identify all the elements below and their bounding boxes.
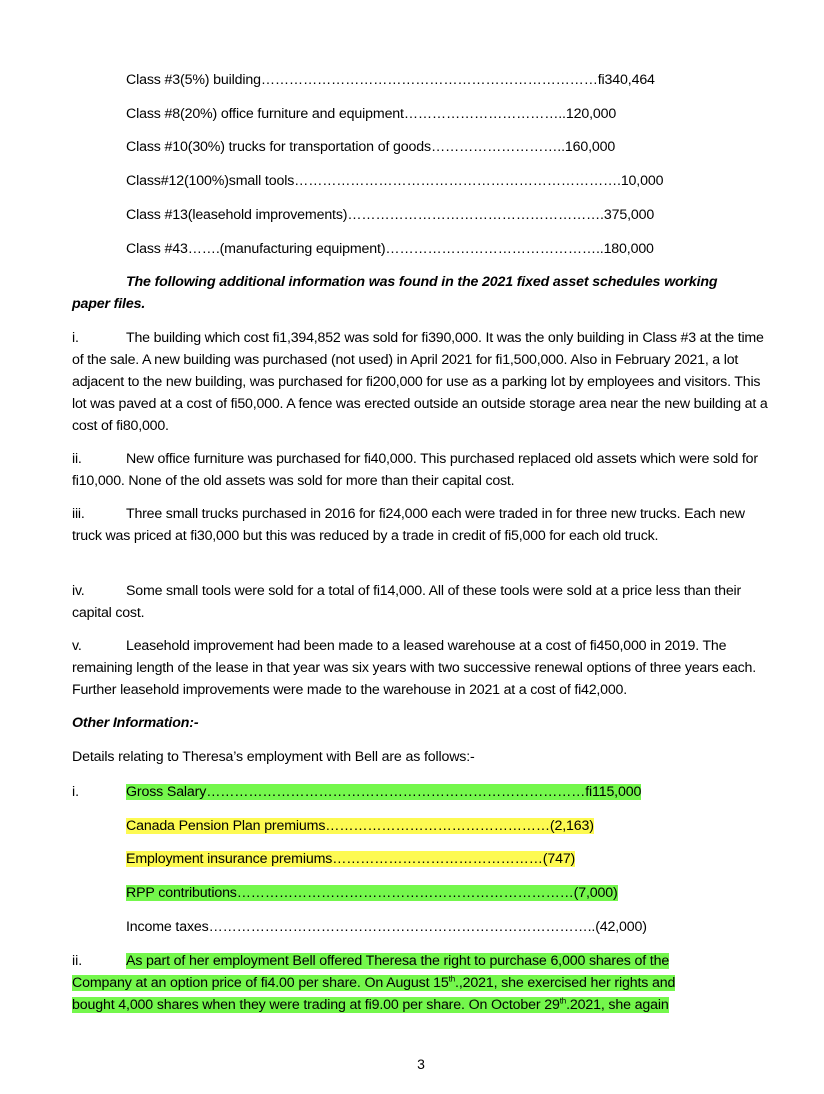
section-heading-line1: The following additional information was found in the 2021 fixed asset schedules working (126, 274, 718, 290)
leader-dots: …………………………….. (403, 106, 566, 122)
row-label: Employment insurance premiums (126, 851, 333, 867)
employment-row (126, 782, 641, 802)
asset-class-row (126, 104, 616, 124)
stock-option-line (126, 951, 669, 971)
row-value: (42,000) (595, 919, 647, 935)
list-item (72, 580, 774, 624)
asset-class-value: 10,000 (620, 173, 664, 189)
leader-dots: ……………………………………………………………… (236, 885, 574, 901)
asset-class-value: fi340,464 (597, 72, 655, 88)
text-part: .2021, she again (566, 997, 669, 1013)
text-part: bought 4,000 shares when they were trading at fi9.00 per share. On October 29 (72, 997, 560, 1013)
item-text: Leasehold improvement had been made to a leased warehouse at a cost of fi450,000 in 2019. The remaining length of the lease in that year was six years with two successive renewal options of three years each. Further leasehold improvements were made to the warehouse in 2021 at a cost of fi42,000. (72, 638, 756, 698)
asset-class-row (126, 239, 654, 259)
leader-dots: ………………………………………… (325, 818, 550, 834)
stock-option-line (72, 973, 675, 993)
section-heading-line2: paper files. (72, 296, 146, 312)
asset-class-value: 180,000 (603, 241, 654, 257)
leader-dots: ……………………………………………………………………….. (208, 919, 596, 935)
row-value: (7,000) (573, 885, 618, 901)
asset-class-label: Class #43…….(manufacturing equipment) (126, 241, 386, 257)
item-number: i. (72, 784, 80, 800)
highlighted-text (126, 885, 618, 901)
item-number: iii. (72, 506, 85, 522)
item-text: Some small tools were sold for a total of fi14,000. All of these tools were sold at a price less than their capital cost. (72, 583, 742, 621)
list-item (72, 448, 774, 492)
highlighted-text (72, 975, 675, 991)
text-part: .,2021, she exercised her rights and (455, 975, 676, 991)
item-number: iv. (72, 583, 85, 599)
superscript: th (448, 974, 456, 984)
row-value: (2,163) (549, 818, 594, 834)
stock-option-line (72, 995, 669, 1015)
asset-class-label: Class #13(leasehold improvements) (126, 207, 348, 223)
text-part: Company at an option price of fi4.00 per share. On August 15 (72, 975, 449, 991)
asset-class-label: Class #3(5%) building (126, 72, 261, 88)
asset-class-label: Class #8(20%) office furniture and equipment (126, 106, 404, 122)
row-label: Income taxes (126, 919, 209, 935)
item-text: New office furniture was purchased for fi40,000. This purchased replaced old assets which were sold for fi10,000. None of the old assets was sold for more than their capital cost. (72, 451, 758, 489)
highlighted-text (126, 851, 575, 867)
asset-class-label: Class#12(100%)small tools (126, 173, 295, 189)
leader-dots: ……………………………………….. (385, 241, 604, 257)
item-number: i. (72, 330, 79, 346)
employment-row (126, 883, 618, 903)
item-number: ii. (72, 953, 83, 969)
highlighted-text: As part of her employment Bell offered Theresa the right to purchase 6,000 shares of the (126, 953, 670, 969)
leader-dots: ……………………………………………………………… (260, 72, 598, 88)
asset-class-row (126, 205, 654, 225)
list-item (72, 503, 774, 547)
row-label: Gross Salary (126, 784, 207, 800)
row-label: RPP contributions (126, 885, 237, 901)
employment-row (126, 917, 647, 937)
highlighted-text (126, 818, 594, 834)
item-text: The building which cost fi1,394,852 was sold for fi390,000. It was the only building in Class #3 at the time of the sale. A new building was purchased (not used) in April 2021 for fi1,500,000. Also in February 2021, a lot adjacent to the new building, was purchased for fi200,000 for use as a parking lot by employees and visitors. This lot was paved at a cost of fi50,000. A fence was erected outside an outside storage area near the new building at a cost of fi80,000. (72, 330, 768, 434)
leader-dots: ………………………………………………. (347, 207, 604, 223)
asset-class-value: 120,000 (565, 106, 617, 122)
row-value: (747) (542, 851, 576, 867)
row-label: Canada Pension Plan premiums (126, 818, 326, 834)
leader-dots: ……………………………………… (332, 851, 543, 867)
leader-dots: ……………………………………………………………. (294, 173, 621, 189)
list-item (72, 327, 774, 437)
other-info-heading: Other Information:- (72, 715, 199, 731)
item-number: ii. (72, 451, 82, 467)
highlighted-text (126, 784, 641, 800)
superscript: th (559, 996, 567, 1006)
asset-class-value: 160,000 (564, 139, 616, 155)
asset-class-row (126, 70, 655, 90)
asset-class-row (126, 171, 663, 191)
row-value: fi115,000 (585, 784, 642, 800)
leader-dots: ……………………….. (430, 139, 565, 155)
employment-intro: Details relating to Theresa’s employment with Bell are as follows:- (72, 749, 475, 765)
asset-class-value: 375,000 (603, 207, 655, 223)
asset-class-label: Class #10(30%) trucks for transportation of goods (126, 139, 431, 155)
highlighted-text (72, 997, 669, 1013)
item-text: Three small trucks purchased in 2016 for fi24,000 each were traded in for three new trucks. Each new truck was priced at fi30,000 but this was reduced by a trade in credit of fi5,000 for each old truck. (72, 506, 745, 544)
employment-row (126, 816, 594, 836)
asset-class-row (126, 137, 615, 157)
employment-row (126, 849, 575, 869)
list-item (72, 635, 774, 701)
item-number: v. (72, 638, 82, 654)
page-number: 3 (417, 1056, 425, 1072)
leader-dots: ……………………………………………………………………… (206, 784, 586, 800)
